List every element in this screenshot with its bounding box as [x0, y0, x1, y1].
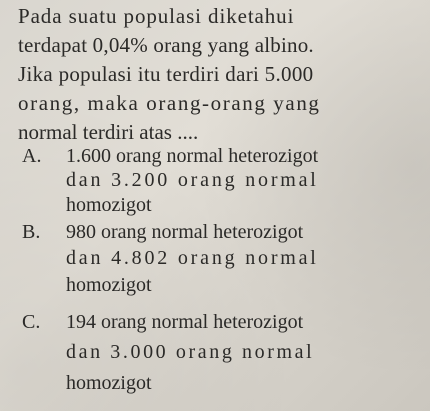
question-line: Jika populasi itu terdiri dari 5.000 [18, 62, 314, 86]
question-line: Pada suatu populasi diketahui [18, 4, 295, 28]
option-line: dan 3.000 orang normal [66, 341, 315, 363]
option-line: 194 orang normal heterozigot [66, 311, 304, 333]
question-line: orang, maka orang-orang yang [18, 91, 321, 115]
option-letter: A. [22, 145, 42, 167]
option-line: 980 orang normal heterozigot [66, 221, 304, 243]
option-letter: B. [22, 221, 41, 243]
option-line: homozigot [66, 372, 152, 394]
question-line: terdapat 0,04% orang yang albino. [18, 33, 314, 57]
option-line: dan 4.802 orang normal [66, 247, 319, 269]
option-line: homozigot [66, 274, 152, 296]
option-line: dan 3.200 orang normal [66, 169, 319, 191]
option-letter: C. [22, 311, 41, 333]
question-line: normal terdiri atas .... [18, 120, 199, 144]
option-line: homozigot [66, 194, 152, 216]
option-line: 1.600 orang normal heterozigot [66, 145, 319, 167]
